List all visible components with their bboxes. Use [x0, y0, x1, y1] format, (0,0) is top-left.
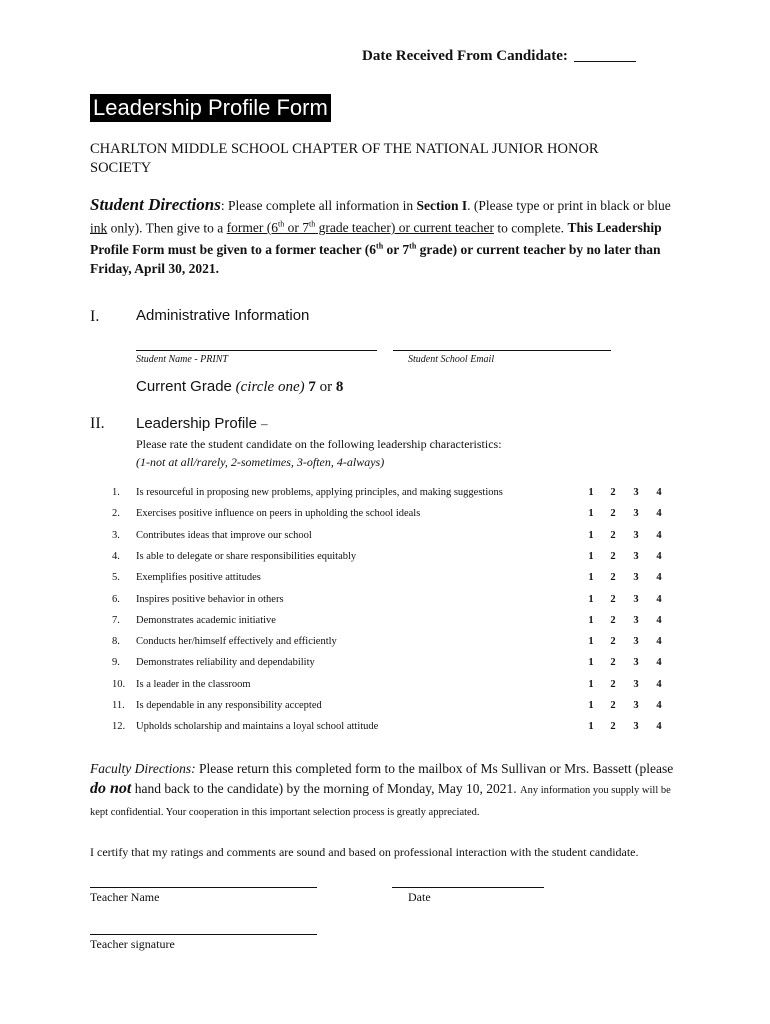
rating-intro: Please rate the student candidate on the following leadership characteristics:: [136, 437, 502, 451]
directions-text: : Please complete all information in: [220, 198, 417, 213]
teacher-clause-part: grade teacher) or current teacher: [315, 220, 494, 235]
date-label: Date: [408, 890, 431, 904]
rating-row: [0, 487, 770, 507]
rating-option-3[interactable]: 3: [633, 593, 639, 605]
directions-text: only). Then give to a: [107, 220, 227, 235]
rating-option-2[interactable]: 2: [610, 572, 616, 584]
rating-option-4[interactable]: 4: [656, 529, 662, 541]
rating-option-1[interactable]: 1: [588, 593, 594, 605]
rating-row-number: 4.: [112, 550, 120, 562]
rating-row-number: 12.: [112, 721, 126, 733]
student-directions-lead: Student Directions: [90, 195, 221, 214]
do-not-emphasis: do not: [90, 780, 132, 797]
superscript: th: [308, 219, 316, 229]
rating-option-1[interactable]: 1: [588, 572, 594, 584]
confidentiality-note: Any information you supply will be kept confidential. Your cooperation in this important selection process is greatly appreciated.: [90, 785, 671, 818]
section-2-dash: –: [261, 416, 268, 431]
rating-row-text: Demonstrates reliability and dependability: [136, 657, 315, 669]
rating-option-4[interactable]: 4: [656, 636, 662, 648]
teacher-name-input[interactable]: [90, 887, 317, 888]
section-2-heading: Leadership Profile: [136, 415, 257, 432]
rating-option-1[interactable]: 1: [588, 529, 594, 541]
rating-scale: (1-not at all/rarely, 2-sometimes, 3-often, 4-always): [136, 455, 385, 469]
student-directions: [90, 196, 680, 278]
rating-row-number: 9.: [112, 657, 120, 669]
rating-option-1[interactable]: 1: [588, 636, 594, 648]
rating-option-3[interactable]: 3: [633, 529, 639, 541]
faculty-directions-text: hand back to the candidate) by the morning of Monday, May 10, 2021.: [131, 781, 521, 796]
rating-option-3[interactable]: 3: [633, 721, 639, 733]
rating-option-4[interactable]: 4: [656, 657, 662, 669]
rating-option-3[interactable]: 3: [633, 508, 639, 520]
rating-row-number: 11.: [112, 700, 125, 711]
section-1-heading: Administrative Information: [136, 307, 310, 324]
rating-option-3[interactable]: 3: [633, 700, 639, 711]
teacher-clause-part: former (6: [226, 220, 278, 235]
teacher-clause: [227, 220, 494, 235]
teacher-name-label: Teacher Name: [90, 890, 160, 904]
rating-option-4[interactable]: 4: [656, 593, 662, 605]
rating-option-1[interactable]: 1: [588, 508, 594, 520]
rating-row-text: Is able to delegate or share responsibilities equitably: [136, 550, 357, 562]
deadline-part: This Leadership Profile Form must be given to a former teacher (6: [90, 220, 662, 257]
grade-8-option[interactable]: 8: [335, 379, 344, 395]
rating-option-2[interactable]: 2: [610, 550, 616, 562]
rating-row-text: Upholds scholarship and maintains a loyal school attitude: [136, 721, 379, 733]
rating-option-4[interactable]: 4: [656, 721, 662, 733]
section-1-number: I.: [90, 308, 100, 325]
rating-option-2[interactable]: 2: [610, 593, 616, 605]
date-input[interactable]: [392, 887, 544, 888]
rating-row-number: 7.: [112, 614, 120, 626]
rating-row-text: Exercises positive influence on peers in upholding the school ideals: [136, 508, 421, 520]
deadline-part: or 7: [383, 242, 410, 257]
rating-option-4[interactable]: 4: [656, 508, 662, 520]
rating-row-text: Contributes ideas that improve our school: [136, 529, 312, 541]
rating-option-1[interactable]: 1: [588, 657, 594, 669]
rating-row: [0, 508, 770, 528]
rating-row-number: 10.: [112, 678, 126, 690]
teacher-signature-input[interactable]: [90, 934, 317, 935]
rating-option-2[interactable]: 2: [610, 678, 616, 690]
directions-text: . (Please type or print in black or blue: [467, 198, 671, 213]
rating-row: [0, 700, 770, 720]
rating-option-3[interactable]: 3: [633, 636, 639, 648]
rating-option-2[interactable]: 2: [610, 508, 616, 520]
superscript: th: [277, 219, 285, 229]
rating-row: [0, 679, 770, 699]
teacher-signature-label: Teacher signature: [90, 937, 175, 951]
superscript: th: [376, 241, 384, 251]
rating-option-3[interactable]: 3: [633, 614, 639, 626]
rating-option-3[interactable]: 3: [633, 487, 639, 498]
deadline-part: grade) or current teacher by no later than Friday, April 30, 2021.: [90, 242, 661, 276]
rating-option-1[interactable]: 1: [588, 678, 594, 690]
rating-option-4[interactable]: 4: [656, 678, 662, 690]
date-received-field: [362, 47, 636, 65]
rating-row: [0, 551, 770, 571]
grade-or: or: [319, 379, 333, 395]
rating-option-4[interactable]: 4: [656, 487, 662, 498]
superscript: th: [409, 241, 417, 251]
rating-option-1[interactable]: 1: [588, 721, 594, 733]
rating-option-2[interactable]: 2: [610, 636, 616, 648]
rating-row-text: Is resourceful in proposing new problems, applying principles, and making suggestions: [136, 487, 503, 498]
rating-option-1[interactable]: 1: [588, 614, 594, 626]
rating-option-4[interactable]: 4: [656, 700, 662, 711]
section-2-number: II.: [90, 415, 105, 432]
grade-7-option[interactable]: 7: [308, 379, 316, 395]
directions-text: to complete.: [493, 220, 568, 235]
rating-row-number: 2.: [112, 508, 120, 520]
rating-row-text: Conducts her/himself effectively and efficiently: [136, 636, 337, 648]
rating-option-1[interactable]: 1: [588, 550, 594, 562]
rating-option-2[interactable]: 2: [610, 657, 616, 669]
rating-option-2[interactable]: 2: [610, 700, 616, 711]
rating-option-2[interactable]: 2: [610, 529, 616, 541]
student-name-label: Student Name - PRINT: [136, 354, 228, 365]
rating-row-text: Exemplifies positive attitudes: [136, 572, 261, 584]
student-email-input[interactable]: [393, 350, 611, 351]
rating-row-text: Is a leader in the classroom: [136, 678, 251, 690]
section-2-heading-wrap: [136, 415, 268, 432]
rating-row-text: Is dependable in any responsibility accepted: [136, 700, 322, 711]
rating-row-number: 1.: [112, 487, 120, 498]
rating-row-number: 5.: [112, 572, 120, 584]
rating-option-4[interactable]: 4: [656, 572, 662, 584]
current-grade-label: Current Grade: [136, 378, 232, 395]
faculty-directions-lead: Faculty Directions:: [90, 761, 196, 776]
date-received-label: Date Received From Candidate:: [362, 48, 568, 64]
rating-row: [0, 572, 770, 592]
rating-option-2[interactable]: 2: [610, 487, 616, 498]
rating-row: [0, 530, 770, 550]
rating-row: [0, 615, 770, 635]
student-email-label: Student School Email: [408, 354, 495, 365]
rating-option-4[interactable]: 4: [656, 614, 662, 626]
rating-option-2[interactable]: 2: [610, 721, 616, 733]
rating-row-text: Demonstrates academic initiative: [136, 614, 276, 626]
rating-row: [0, 657, 770, 677]
rating-option-3[interactable]: 3: [633, 657, 639, 669]
teacher-clause-part: or 7: [284, 220, 309, 235]
rating-option-3[interactable]: 3: [633, 678, 639, 690]
rating-row: [0, 721, 770, 741]
section-ref: Section I: [416, 198, 468, 213]
faculty-directions: [90, 759, 690, 823]
current-grade-hint: (circle one): [235, 379, 305, 395]
rating-row-number: 8.: [112, 636, 120, 648]
rating-row-number: 6.: [112, 593, 120, 605]
rating-option-4[interactable]: 4: [656, 550, 662, 562]
current-grade: [136, 378, 343, 396]
rating-row-number: 3.: [112, 529, 120, 541]
rating-option-1[interactable]: 1: [588, 487, 594, 498]
chapter-name: CHARLTON MIDDLE SCHOOL CHAPTER OF THE NATIONAL JUNIOR HONOR SOCIETY: [90, 141, 599, 176]
rating-option-1[interactable]: 1: [588, 700, 594, 711]
rating-row: [0, 594, 770, 614]
form-title: Leadership Profile Form: [90, 94, 331, 122]
student-name-input[interactable]: [136, 350, 377, 351]
faculty-directions-text: Please return this completed form to the mailbox of Ms Sullivan or Mrs. Bassett (please: [195, 761, 674, 776]
certification-statement: I certify that my ratings and comments are sound and based on professional interaction with the student candidate.: [90, 845, 639, 859]
ink-word: ink: [90, 220, 108, 235]
rating-option-3[interactable]: 3: [633, 550, 639, 562]
rating-row-text: Inspires positive behavior in others: [136, 593, 284, 605]
rating-row: [0, 636, 770, 656]
rating-option-3[interactable]: 3: [633, 572, 639, 584]
rating-option-2[interactable]: 2: [610, 614, 616, 626]
date-received-blank[interactable]: [574, 47, 636, 62]
